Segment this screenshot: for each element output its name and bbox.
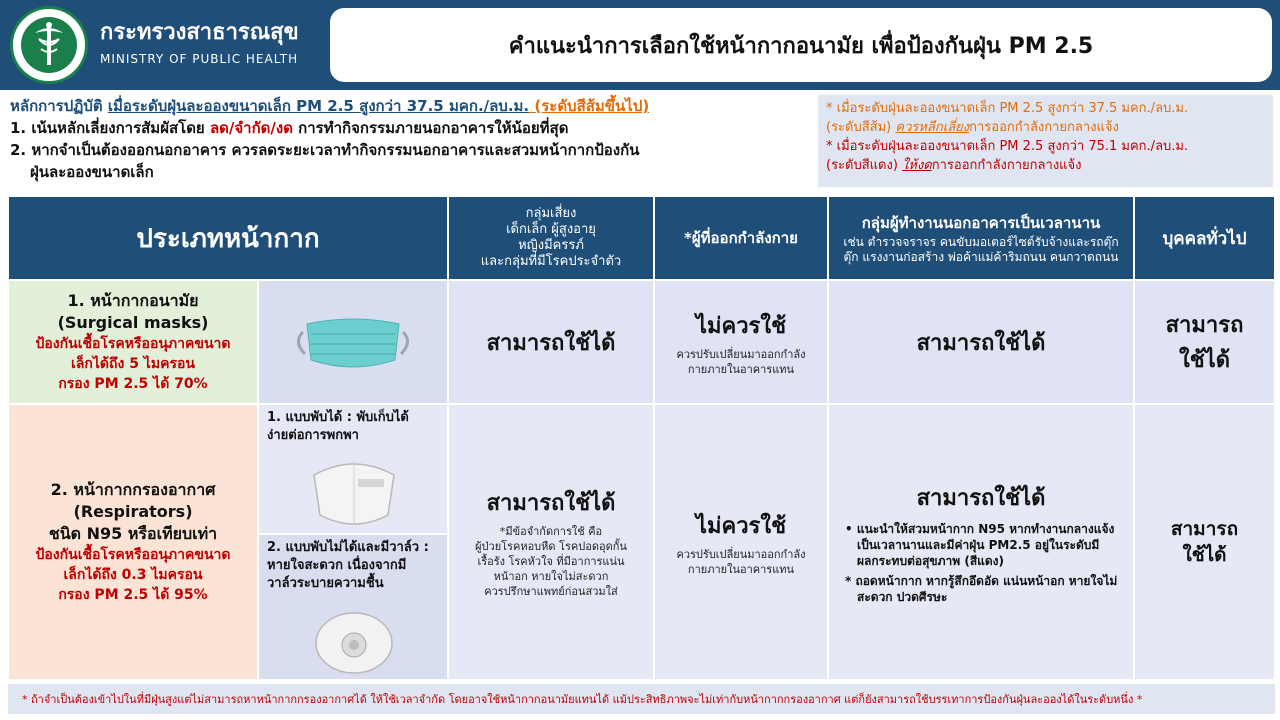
respirator-risk-cell: [448, 404, 654, 680]
principles-section: [10, 95, 810, 183]
foldable-respirator-cell: [258, 404, 448, 534]
surgical-risk-cell: [448, 280, 654, 404]
page-title: คำแนะนำการเลือกใช้หน้ากากอนามัย เพื่อป้องกันฝุ่น PM 2.5: [508, 33, 1094, 59]
principle-1-text-a: 1. เน้นหลักเลี่ยงการสัมผัสโดย: [10, 119, 210, 137]
surgical-general-verdict: สามารถ: [1165, 313, 1244, 338]
row-respirator-label: [8, 404, 258, 680]
note-red-advice: [826, 156, 1265, 175]
principle-1: [10, 117, 810, 139]
note-orange-emphasis: ควรหลีกเลี่ยง: [895, 120, 970, 135]
risk-header-line: และกลุ่มที่มีโรคประจำตัว: [480, 254, 622, 269]
surgical-exercise-cell: [654, 280, 828, 404]
respirator-exercise-verdict: ไม่ควรใช้: [695, 513, 787, 539]
note-orange-level: (ระดับสีส้ม): [826, 120, 896, 135]
respirator-exercise-note: ควรปรับเปลี่ยนมาออกกำลัง: [676, 547, 806, 561]
risk-header-line: กลุ่มเสี่ยง: [525, 206, 577, 221]
surgical-mask-icon: [293, 302, 413, 382]
surgical-general-verdict: ใช้ได้: [1178, 348, 1231, 373]
respirator-outdoor-cell: [828, 404, 1134, 680]
surgical-exercise-note: ควรปรับเปลี่ยนมาออกกำลัง: [676, 347, 806, 361]
note-red-level: (ระดับสีแดง): [826, 158, 903, 173]
outdoor-advice-item: * ถอดหน้ากาก หากรู้สึกอึดอัด แน่นหน้าอก หายใจไม่สะดวก ปวดศีรษะ: [845, 573, 1118, 604]
surgical-general-cell: [1134, 280, 1275, 404]
respirator-exercise-note: กายภายในอาคารแทน: [687, 562, 795, 576]
valve-respirator-icon: [309, 605, 399, 677]
note-orange-action: การออกกำลังกายกลางแจ้ง: [969, 120, 1119, 135]
note-red-line: * เมื่อระดับฝุ่นละอองขนาดเล็ก PM 2.5 สูงกว่า 75.1 มคก./ลบ.ม.: [826, 139, 1189, 154]
principle-1-emphasis: ลด/จำกัด/งด: [209, 119, 293, 137]
respirator-exercise-cell: [654, 404, 828, 680]
principles-heading-level: (ระดับสีส้มขึ้นไป): [529, 97, 650, 115]
foldable-title: 1. แบบพับได้ : พับเก็บได้: [267, 410, 409, 425]
header-mask-type: ประเภทหน้ากาก: [8, 196, 448, 280]
mask-table: [8, 196, 1275, 680]
surgical-desc: เล็กได้ถึง 5 ไมครอน: [71, 356, 195, 372]
risk-header-line: เด็กเล็ก ผู้สูงอายุ: [506, 222, 596, 237]
respirator-filter-rate: กรอง PM 2.5 ได้ 95%: [58, 587, 208, 603]
respirator-desc: ป้องกันเชื้อโรคหรืออนุภาคขนาด: [35, 547, 231, 563]
header-risk-group: [448, 196, 654, 280]
header-bar: [0, 0, 1280, 90]
valve-title: 2. แบบพับไม่ได้และมีวาล์ว :: [267, 540, 429, 555]
principles-heading: [10, 95, 810, 117]
respirator-outdoor-verdict: สามารถใช้ได้: [916, 485, 1046, 511]
respirator-risk-verdict: สามารถใช้ได้: [486, 491, 616, 516]
surgical-outdoor-cell: [828, 280, 1134, 404]
header-general-public: บุคคลทั่วไป: [1134, 196, 1275, 280]
respirator-general-verdict: สามารถ: [1170, 518, 1239, 540]
surgical-outdoor-verdict: สามารถใช้ได้: [916, 330, 1046, 356]
footer-text: * ถ้าจำเป็นต้องเข้าไปในที่มีฝุ่นสูงแต่ไม่สามารถหาหน้ากากกรองอากาศได้ ให้ใช้เวลาจำกัด โดยอาจใช้หน้ากากอนามัยแทนได้ แม้ประสิทธิภาพจะไม่เท่ากับหน้ากากกรองอากาศ แต่ก็ยังสามารถใช้บรรเทาการป้องกันฝุ่นละอองได้ในระดับหนึ่ง *: [22, 693, 1143, 706]
note-red-action: การออกกำลังกายกลางแจ้ง: [931, 158, 1082, 173]
header-exercise: *ผู้ที่ออกกำลังกาย: [654, 196, 828, 280]
surgical-filter-rate: กรอง PM 2.5 ได้ 70%: [58, 376, 208, 392]
respirator-risk-note: ควรปรึกษาแพทย์ก่อนสวมใส่: [484, 585, 618, 598]
ministry-name-thai: กระทรวงสาธารณสุข: [100, 20, 299, 45]
principles-heading-label: หลักการปฏิบัติ: [10, 97, 108, 115]
caduceus-icon: [21, 17, 77, 73]
principle-1-text-c: การทำกิจกรรมภายนอกอาคารให้น้อยที่สุด: [292, 119, 569, 137]
valve-desc: หายใจสะดวก เนื่องจากมี: [267, 558, 407, 573]
surgical-exercise-note: กายภายในอาคารแทน: [687, 362, 795, 376]
surgical-desc: ป้องกันเชื้อโรคหรืออนุภาคขนาด: [35, 336, 231, 352]
respirator-risk-note: หน้าอก หายใจไม่สะดวก: [493, 570, 609, 583]
ministry-name-english: MINISTRY OF PUBLIC HEALTH: [100, 52, 299, 66]
respirator-name-en: (Respirators): [73, 502, 193, 521]
surgical-name: 1. หน้ากากอนามัย: [67, 291, 199, 310]
outdoor-header-desc: เช่น ตำรวจจราจร คนขับมอเตอร์ไซต์รับจ้างและรถตุ๊กตุ๊ก แรงงานก่อสร้าง พ่อค้าแม่ค้าริมถนน คนกวาดถนน: [843, 235, 1119, 264]
surgical-mask-image: [258, 280, 448, 404]
foldable-desc: ง่ายต่อการพกพา: [267, 428, 359, 443]
foldable-label: [267, 409, 409, 445]
respirator-type: ชนิด N95 หรือเทียบเท่า: [48, 524, 218, 543]
principle-2-cont: ฝุ่นละอองขนาดเล็ก: [30, 163, 154, 181]
note-red-emphasis: ให้งด: [902, 158, 932, 173]
valve-respirator-cell: [258, 534, 448, 680]
surgical-risk-verdict: สามารถใช้ได้: [486, 330, 616, 356]
ministry-logo: [10, 6, 88, 84]
footer-note: [8, 684, 1275, 714]
respirator-general-verdict: ใช้ได้: [1182, 544, 1227, 566]
respirator-name: 2. หน้ากากกรองอากาศ: [50, 480, 216, 499]
surgical-exercise-verdict: ไม่ควรใช้: [695, 313, 787, 339]
respirator-risk-note: ผู้ป่วยโรคหอบหืด โรคปอดอุดกั้น: [475, 540, 627, 553]
exercise-note-box: [818, 95, 1273, 187]
outdoor-advice-item: • แนะนำให้สวมหน้ากาก N95 หากทำงานกลางแจ้งเป็นเวลานานและมีค่าฝุ่น PM2.5 อยู่ในระดับมีผลกระทบต่อสุขภาพ (สีแดง): [845, 521, 1115, 568]
respirator-general-cell: [1134, 404, 1275, 680]
title-banner: [330, 8, 1272, 82]
risk-header-line: หญิงมีครรภ์: [518, 238, 584, 253]
respirator-risk-note: เรื้อรัง โรคหัวใจ ที่มีอาการแน่น: [477, 555, 625, 568]
header-outdoor-workers: [828, 196, 1134, 280]
note-orange-advice: [826, 118, 1265, 137]
foldable-respirator-icon: [304, 455, 404, 530]
surgical-name-en: (Surgical masks): [57, 313, 209, 332]
outdoor-advice-list: [843, 521, 1119, 605]
valve-desc: วาล์วระบายความชื้น: [267, 576, 384, 591]
respirator-desc: เล็กได้ถึง 0.3 ไมครอน: [63, 567, 203, 583]
principle-2: 2. หากจำเป็นต้องออกนอกอาคาร ควรลดระยะเวลาทำกิจกรรมนอกอาคารและสวมหน้ากากป้องกัน: [10, 141, 640, 159]
principles-heading-condition: เมื่อระดับฝุ่นละอองขนาดเล็ก PM 2.5 สูงกว่า 37.5 มคก./ลบ.ม.: [107, 97, 530, 115]
row-surgical-label: [8, 280, 258, 404]
outdoor-header-title: กลุ่มผู้ทำงานนอกอาคารเป็นเวลานาน: [861, 214, 1101, 232]
respirator-risk-note: *มีข้อจำกัดการใช้ คือ: [499, 525, 603, 538]
valve-label: [267, 539, 429, 593]
note-orange-line: * เมื่อระดับฝุ่นละอองขนาดเล็ก PM 2.5 สูงกว่า 37.5 มคก./ลบ.ม.: [826, 101, 1189, 116]
